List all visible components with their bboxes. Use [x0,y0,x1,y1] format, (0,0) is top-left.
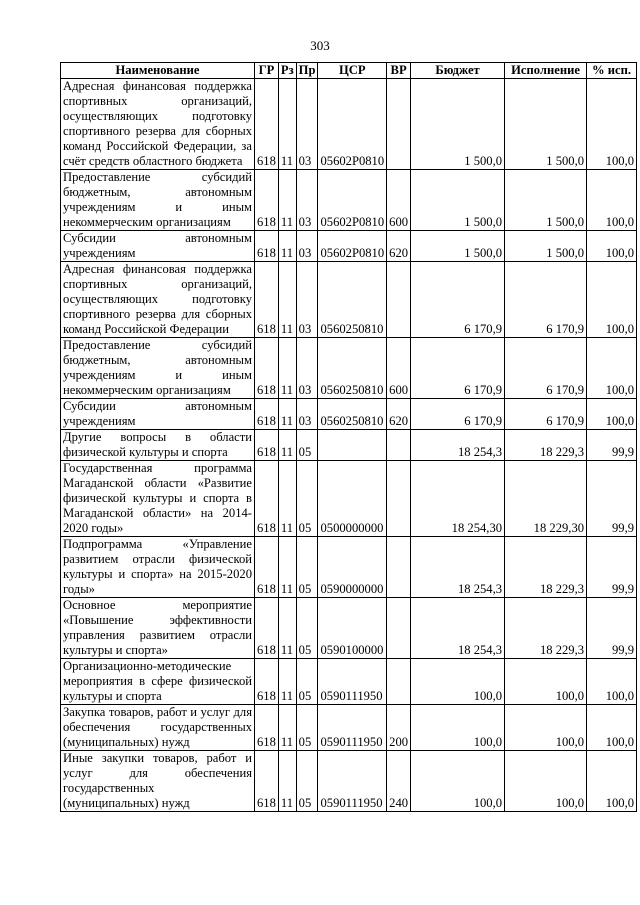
csr-cell: 0590100000 [318,598,387,659]
header-gr: ГР [255,63,279,79]
percent-cell: 99,9 [587,598,637,659]
name-cell: Основное мероприятие «Повышение эффективности управления развитием отрасли культуры и спорта» [61,598,255,659]
percent-cell: 100,0 [587,705,637,751]
vr-cell [387,430,411,461]
percent-cell: 100,0 [587,231,637,262]
budget-cell: 1 500,0 [411,170,505,231]
pr-cell: 05 [296,751,318,812]
name-cell: Государственная программа Магаданской области «Развитие физической культуры и спорта в Магаданской области» на 2014-2020 годы» [61,461,255,537]
pr-cell: 03 [296,79,318,170]
csr-cell: 0590111950 [318,659,387,705]
header-csr: ЦСР [318,63,387,79]
budget-cell: 18 254,3 [411,537,505,598]
rz-cell: 11 [278,170,296,231]
rz-cell: 11 [278,262,296,338]
percent-cell: 99,9 [587,461,637,537]
gr-cell: 618 [255,170,279,231]
vr-cell: 600 [387,338,411,399]
rz-cell: 11 [278,751,296,812]
table-row [61,79,637,170]
name-cell: Адресная финансовая поддержка спортивных организаций, осуществляющих подготовку спортивного резерва для сборных команд Российской Федерации, за счёт средств областного бюджета [61,79,255,170]
gr-cell: 618 [255,430,279,461]
header-vr: ВР [387,63,411,79]
percent-cell: 100,0 [587,170,637,231]
pr-cell: 05 [296,461,318,537]
csr-cell: 0560250810 [318,399,387,430]
pr-cell: 03 [296,262,318,338]
name-cell: Предоставление субсидий бюджетным, автономным учреждениям и иным некоммерческим организациям [61,170,255,231]
name-cell: Другие вопросы в области физической культуры и спорта [61,430,255,461]
percent-cell: 100,0 [587,79,637,170]
vr-cell: 620 [387,399,411,430]
gr-cell: 618 [255,338,279,399]
table-row [61,659,637,705]
budget-cell: 100,0 [411,705,505,751]
header-pr: Пр [296,63,318,79]
vr-cell: 240 [387,751,411,812]
name-cell: Иные закупки товаров, работ и услуг для обеспечения государственных (муниципальных) нужд [61,751,255,812]
vr-cell: 600 [387,170,411,231]
gr-cell: 618 [255,399,279,430]
execution-cell: 6 170,9 [505,262,587,338]
execution-cell: 100,0 [505,705,587,751]
pr-cell: 03 [296,231,318,262]
pr-cell: 03 [296,170,318,231]
percent-cell: 100,0 [587,751,637,812]
csr-cell: 05602Р0810 [318,79,387,170]
name-cell: Предоставление субсидий бюджетным, автономным учреждениям и иным некоммерческим организациям [61,338,255,399]
csr-cell: 0590111950 [318,705,387,751]
budget-cell: 6 170,9 [411,338,505,399]
rz-cell: 11 [278,231,296,262]
execution-cell: 1 500,0 [505,79,587,170]
execution-cell: 18 229,3 [505,598,587,659]
name-cell: Организационно-методические мероприятия в сфере физической культуры и спорта [61,659,255,705]
pr-cell: 05 [296,659,318,705]
name-cell: Субсидии автономным учреждениям [61,231,255,262]
rz-cell: 11 [278,399,296,430]
vr-cell [387,598,411,659]
header-rz: Рз [278,63,296,79]
execution-cell: 18 229,3 [505,537,587,598]
rz-cell: 11 [278,338,296,399]
pr-cell: 03 [296,399,318,430]
rz-cell: 11 [278,705,296,751]
csr-cell [318,430,387,461]
table-row [61,430,637,461]
table-row [61,170,637,231]
vr-cell [387,537,411,598]
pr-cell: 05 [296,598,318,659]
table-row [61,338,637,399]
pr-cell: 05 [296,705,318,751]
gr-cell: 618 [255,231,279,262]
execution-cell: 6 170,9 [505,399,587,430]
budget-cell: 18 254,3 [411,430,505,461]
gr-cell: 618 [255,705,279,751]
header-execution: Исполнение [505,63,587,79]
percent-cell: 100,0 [587,659,637,705]
gr-cell: 618 [255,461,279,537]
table-row [61,705,637,751]
table-row [61,537,637,598]
vr-cell [387,461,411,537]
page-number: 303 [310,38,330,53]
table-row [61,399,637,430]
gr-cell: 618 [255,751,279,812]
header-percent: % исп. [587,63,637,79]
csr-cell: 05602Р0810 [318,170,387,231]
name-cell: Субсидии автономным учреждениям [61,399,255,430]
vr-cell: 620 [387,231,411,262]
table-header-row [61,63,637,79]
budget-cell: 6 170,9 [411,399,505,430]
rz-cell: 11 [278,461,296,537]
rz-cell: 11 [278,659,296,705]
table-row [61,751,637,812]
budget-cell: 18 254,3 [411,598,505,659]
csr-cell: 0560250810 [318,338,387,399]
csr-cell: 0590111950 [318,751,387,812]
table-row [61,231,637,262]
header-budget: Бюджет [411,63,505,79]
rz-cell: 11 [278,598,296,659]
gr-cell: 618 [255,79,279,170]
execution-cell: 18 229,30 [505,461,587,537]
vr-cell [387,262,411,338]
budget-cell: 1 500,0 [411,231,505,262]
gr-cell: 618 [255,262,279,338]
table-row [61,598,637,659]
execution-cell: 1 500,0 [505,170,587,231]
budget-cell: 100,0 [411,751,505,812]
execution-cell: 100,0 [505,659,587,705]
csr-cell: 05602Р0810 [318,231,387,262]
table-row [61,262,637,338]
execution-cell: 1 500,0 [505,231,587,262]
percent-cell: 99,9 [587,430,637,461]
gr-cell: 618 [255,598,279,659]
csr-cell: 0500000000 [318,461,387,537]
name-cell: Подпрограмма «Управление развитием отрасли физической культуры и спорта» на 2015-2020 годы» [61,537,255,598]
csr-cell: 0560250810 [318,262,387,338]
rz-cell: 11 [278,537,296,598]
vr-cell: 200 [387,705,411,751]
name-cell: Закупка товаров, работ и услуг для обеспечения государственных (муниципальных) нужд [61,705,255,751]
budget-execution-table [60,62,637,812]
execution-cell: 6 170,9 [505,338,587,399]
vr-cell [387,659,411,705]
percent-cell: 100,0 [587,338,637,399]
csr-cell: 0590000000 [318,537,387,598]
pr-cell: 05 [296,430,318,461]
execution-cell: 100,0 [505,751,587,812]
percent-cell: 100,0 [587,399,637,430]
pr-cell: 03 [296,338,318,399]
budget-cell: 18 254,30 [411,461,505,537]
rz-cell: 11 [278,79,296,170]
gr-cell: 618 [255,537,279,598]
table-row [61,461,637,537]
vr-cell [387,79,411,170]
budget-cell: 100,0 [411,659,505,705]
budget-cell: 1 500,0 [411,79,505,170]
rz-cell: 11 [278,430,296,461]
budget-cell: 6 170,9 [411,262,505,338]
gr-cell: 618 [255,659,279,705]
pr-cell: 05 [296,537,318,598]
percent-cell: 99,9 [587,537,637,598]
percent-cell: 100,0 [587,262,637,338]
header-name: Наименование [61,63,255,79]
name-cell: Адресная финансовая поддержка спортивных организаций, осуществляющих подготовку спортивного резерва для сборных команд Российской Федерации [61,262,255,338]
execution-cell: 18 229,3 [505,430,587,461]
